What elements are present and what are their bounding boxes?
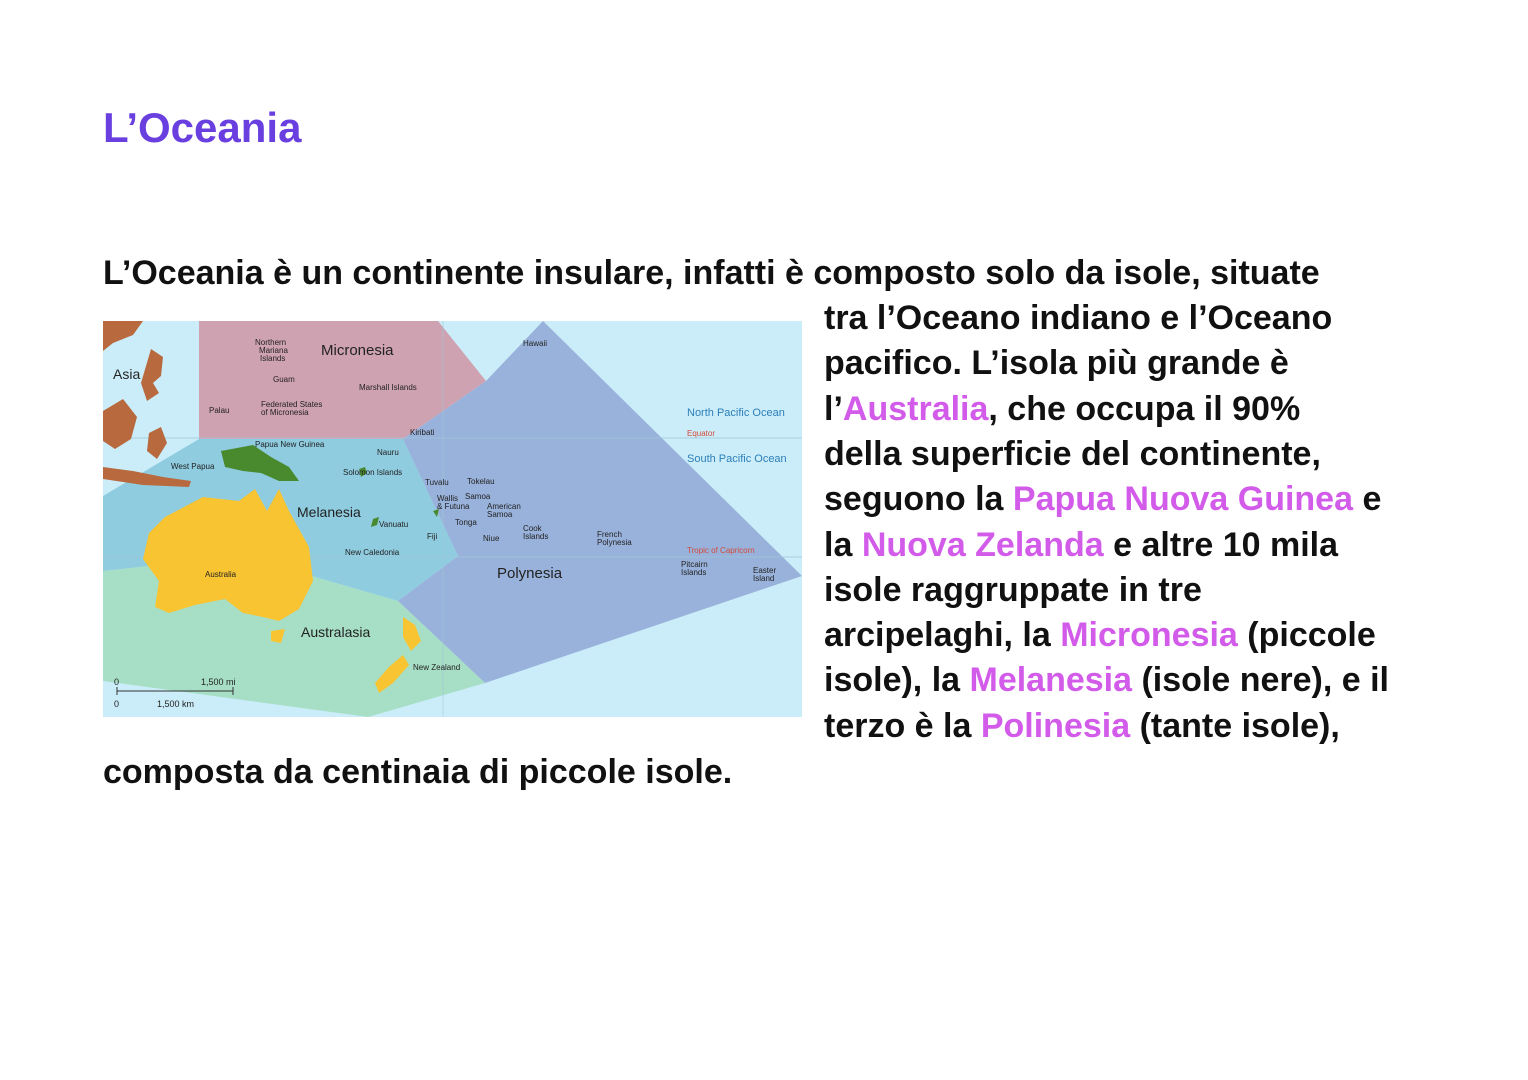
highlight-nuova-zelanda: Nuova Zelanda xyxy=(861,526,1104,564)
label-niue: Niue xyxy=(483,534,500,543)
text-segment: la xyxy=(824,526,862,564)
label-american-samoa: Samoa xyxy=(487,510,513,519)
label-fsm: of Micronesia xyxy=(261,408,309,417)
text-segment: seguono la xyxy=(824,480,1013,518)
label-vanuatu: Vanuatu xyxy=(379,520,409,529)
highlight-melanesia: Melanesia xyxy=(969,661,1133,699)
label-scale-zero-km: 0 xyxy=(114,699,120,709)
text-segment: (tante isole), xyxy=(1130,707,1340,745)
label-capricorn: Tropic of Capricorn xyxy=(687,546,755,555)
label-micronesia: Micronesia xyxy=(321,342,394,359)
paragraph-line-7 xyxy=(824,525,1338,565)
label-asia: Asia xyxy=(113,366,141,382)
text-segment: (piccole xyxy=(1237,616,1376,654)
label-wallis: Wallis xyxy=(437,494,459,503)
label-fiji: Fiji xyxy=(427,532,438,541)
text-segment: terzo è la xyxy=(824,707,981,745)
label-hawaii: Hawaii xyxy=(523,339,548,348)
label-new-caledonia: New Caledonia xyxy=(345,548,400,557)
label-northern-mariana: Northern xyxy=(255,338,287,347)
label-tuvalu: Tuvalu xyxy=(425,478,449,487)
paragraph-line-2: tra l’Oceano indiano e l’Oceano xyxy=(824,299,1333,337)
label-australasia: Australasia xyxy=(301,624,371,640)
text-segment: e xyxy=(1353,480,1382,518)
label-northern-mariana: Islands xyxy=(260,354,286,363)
label-polynesia: Polynesia xyxy=(497,565,563,582)
oceania-map xyxy=(103,321,802,717)
text-segment: (isole nere), e il xyxy=(1132,661,1390,699)
paragraph-line-12: composta da centinaia di piccole isole. xyxy=(103,753,733,791)
label-cook: Islands xyxy=(523,532,549,541)
paragraph-line-9 xyxy=(824,615,1376,655)
label-solomon: Solomon Islands xyxy=(343,468,403,477)
label-scale-km: 1,500 km xyxy=(157,699,195,709)
paragraph-line-3: pacifico. L’isola più grande è xyxy=(824,344,1289,382)
label-equator: Equator xyxy=(687,429,716,438)
label-guam: Guam xyxy=(273,375,295,384)
paragraph-line-8: isole raggruppate in tre xyxy=(824,571,1202,609)
label-new-zealand: New Zealand xyxy=(413,663,461,672)
label-australia: Australia xyxy=(205,570,237,579)
label-marshall: Marshall Islands xyxy=(359,383,417,392)
text-segment: e altre 10 mila xyxy=(1103,526,1339,564)
label-pitcairn: Pitcairn xyxy=(681,560,708,569)
label-french-polynesia: French xyxy=(597,530,622,539)
label-easter: Easter xyxy=(753,566,777,575)
label-melanesia: Melanesia xyxy=(297,504,361,520)
page-title: L’Oceania xyxy=(103,104,302,151)
label-west-papua: West Papua xyxy=(171,462,215,471)
text-segment: , che occupa il 90% xyxy=(988,390,1301,428)
highlight-polinesia: Polinesia xyxy=(980,707,1131,745)
text-segment: l’ xyxy=(824,390,843,428)
highlight-papua-nuova-guinea: Papua Nuova Guinea xyxy=(1012,480,1354,518)
label-scale-mi: 1,500 mi xyxy=(201,677,236,687)
label-samoa: Samoa xyxy=(465,492,491,501)
label-kiribati: Kiribati xyxy=(410,428,435,437)
label-fsm: Federated States xyxy=(261,400,323,409)
label-easter: Island xyxy=(753,574,775,583)
label-south-pacific: South Pacific Ocean xyxy=(687,453,787,465)
label-scale-zero-mi: 0 xyxy=(114,677,120,687)
label-tonga: Tonga xyxy=(455,518,477,527)
label-png: Papua New Guinea xyxy=(255,440,325,449)
label-pitcairn: Islands xyxy=(681,568,707,577)
paragraph-line-6 xyxy=(824,479,1381,519)
label-palau: Palau xyxy=(209,406,230,415)
label-nauru: Nauru xyxy=(377,448,399,457)
paragraph-line-5: della superficie del continente, xyxy=(824,435,1321,473)
label-northern-mariana: Mariana xyxy=(259,346,288,355)
label-north-pacific: North Pacific Ocean xyxy=(687,407,785,419)
label-cook: Cook xyxy=(523,524,542,533)
label-wallis: & Futuna xyxy=(437,502,470,511)
label-tokelau: Tokelau xyxy=(467,477,495,486)
text-segment: arcipelaghi, la xyxy=(824,616,1061,654)
paragraph-line-10 xyxy=(824,660,1389,700)
text-segment: isole), la xyxy=(824,661,970,699)
paragraph-line-11 xyxy=(824,706,1340,746)
paragraph-line-1: L’Oceania è un continente insulare, infatti è composto solo da isole, situate xyxy=(103,254,1320,292)
paragraph-line-4 xyxy=(824,389,1300,429)
highlight-australia: Australia xyxy=(842,390,989,428)
highlight-micronesia: Micronesia xyxy=(1060,616,1238,654)
label-american-samoa: American xyxy=(487,502,521,511)
label-french-polynesia: Polynesia xyxy=(597,538,632,547)
